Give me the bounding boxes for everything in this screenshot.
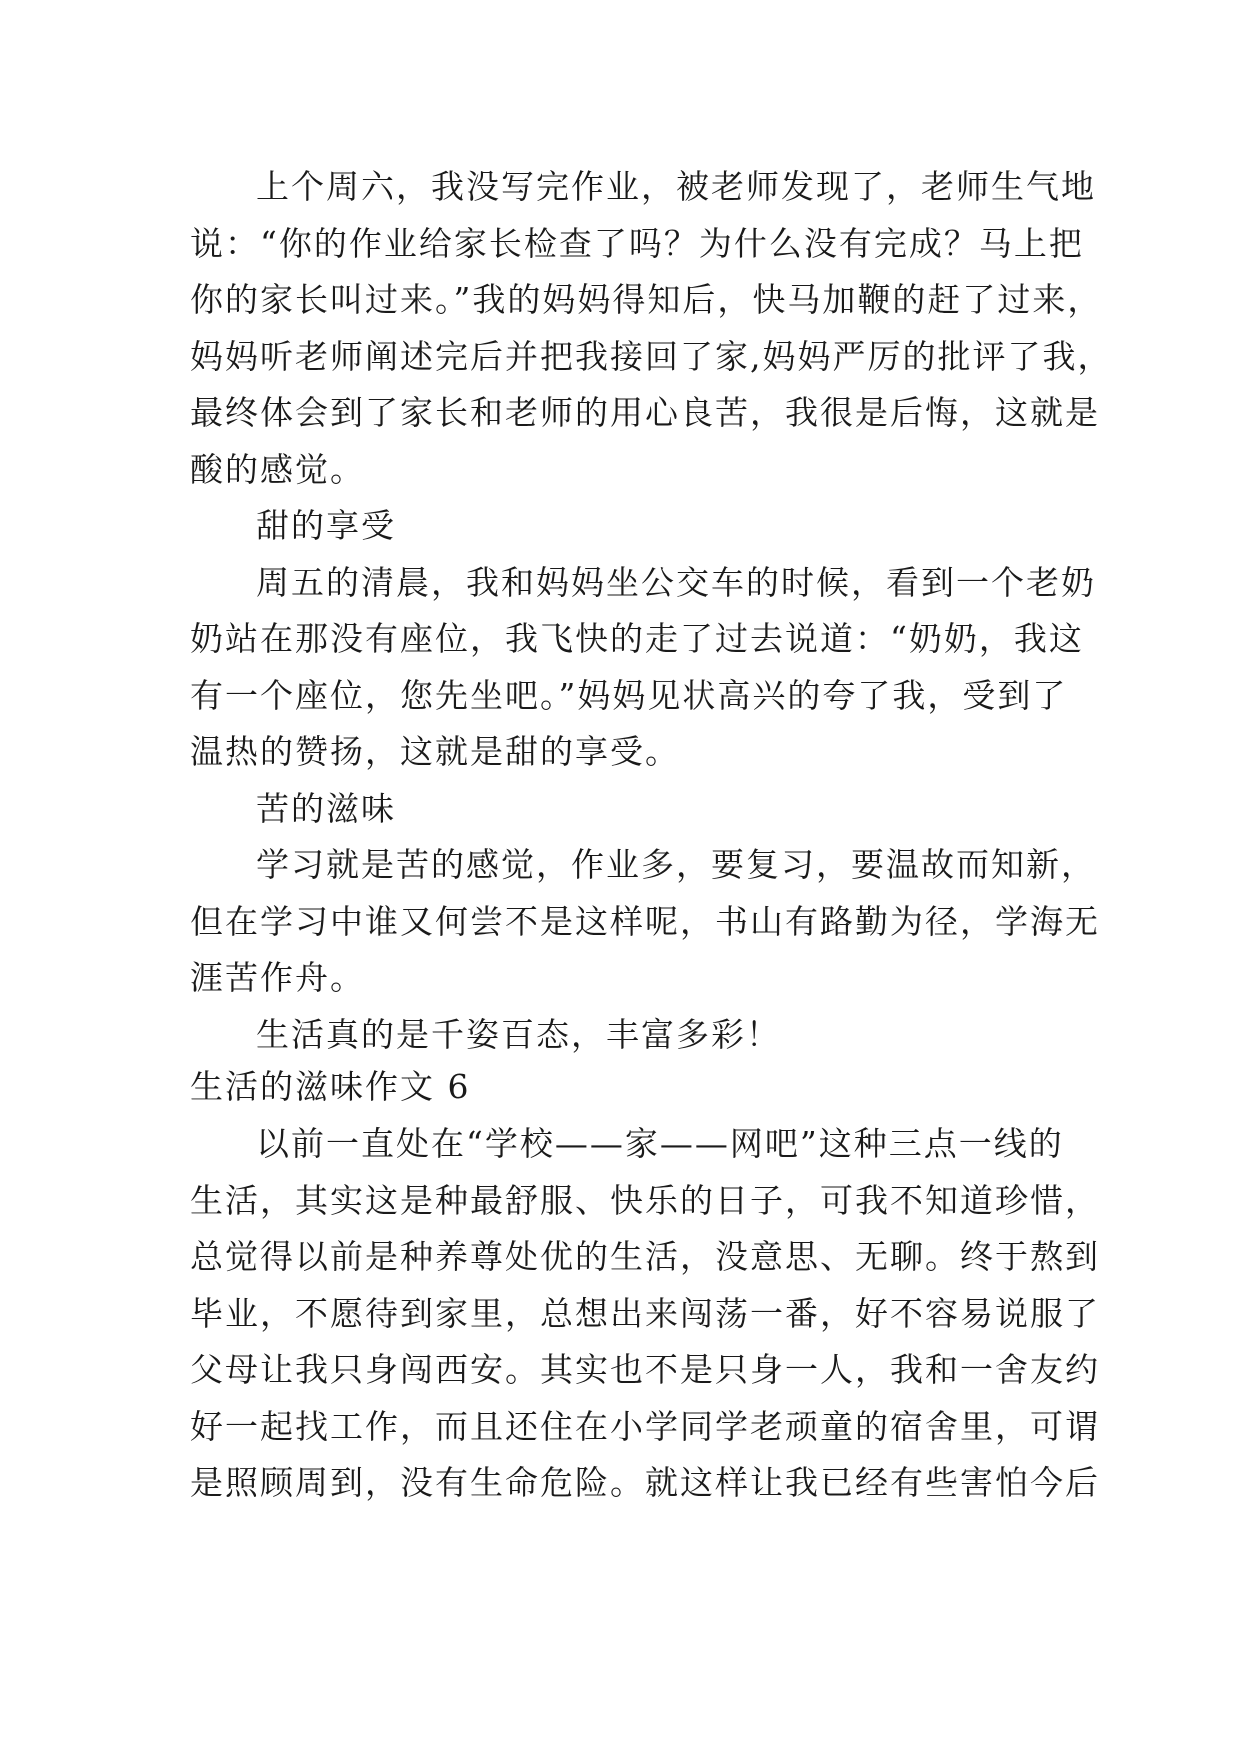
paragraph-line: 酸的感觉。 <box>190 450 365 489</box>
paragraph-line: 父母让我只身闯西安。其实也不是只身一人，我和一舍友约 <box>190 1350 1100 1389</box>
paragraph-line: 以前一直处在“学校——家——网吧”这种三点一线的 <box>256 1124 1064 1163</box>
section-heading: 甜的享受 <box>256 506 396 545</box>
section-heading: 苦的滋味 <box>256 789 396 828</box>
paragraph-line: 涯苦作舟。 <box>190 958 365 997</box>
paragraph-line: 温热的赞扬，这就是甜的享受。 <box>190 732 680 771</box>
paragraph-line: 有一个座位，您先坐吧。”妈妈见状高兴的夸了我，受到了 <box>190 676 1068 715</box>
paragraph-line: 你的家长叫过来。”我的妈妈得知后，快马加鞭的赶了过来， <box>190 280 1103 319</box>
paragraph-line: 总觉得以前是种养尊处优的生活，没意思、无聊。终于熬到 <box>190 1237 1100 1276</box>
paragraph-line: 好一起找工作，而且还住在小学同学老顽童的宿舍里，可谓 <box>190 1407 1100 1446</box>
paragraph-line: 生活，其实这是种最舒服、快乐的日子，可我不知道珍惜， <box>190 1181 1100 1220</box>
paragraph-line: 是照顾周到，没有生命危险。就这样让我已经有些害怕今后 <box>190 1463 1100 1502</box>
paragraph-line: 周五的清晨，我和妈妈坐公交车的时候，看到一个老奶 <box>256 563 1096 602</box>
essay-title: 生活的滋味作文 6 <box>190 1067 471 1106</box>
paragraph-line: 说：“你的作业给家长检查了吗？为什么没有完成？马上把 <box>190 224 1084 263</box>
paragraph-line: 毕业，不愿待到家里，总想出来闯荡一番，好不容易说服了 <box>190 1294 1100 1333</box>
paragraph-line: 上个周六，我没写完作业，被老师发现了，老师生气地 <box>256 167 1096 206</box>
paragraph-line: 妈妈听老师阐述完后并把我接回了家,妈妈严厉的批评了我， <box>190 337 1113 376</box>
paragraph-line: 但在学习中谁又何尝不是这样呢，书山有路勤为径，学海无 <box>190 902 1100 941</box>
paragraph-line: 学习就是苦的感觉，作业多，要复习，要温故而知新， <box>256 845 1096 884</box>
paragraph-line: 生活真的是千姿百态，丰富多彩！ <box>256 1015 781 1054</box>
paragraph-line: 奶站在那没有座位，我飞快的走了过去说道：“奶奶，我这 <box>190 619 1084 658</box>
paragraph-line: 最终体会到了家长和老师的用心良苦，我很是后悔，这就是 <box>190 393 1100 432</box>
